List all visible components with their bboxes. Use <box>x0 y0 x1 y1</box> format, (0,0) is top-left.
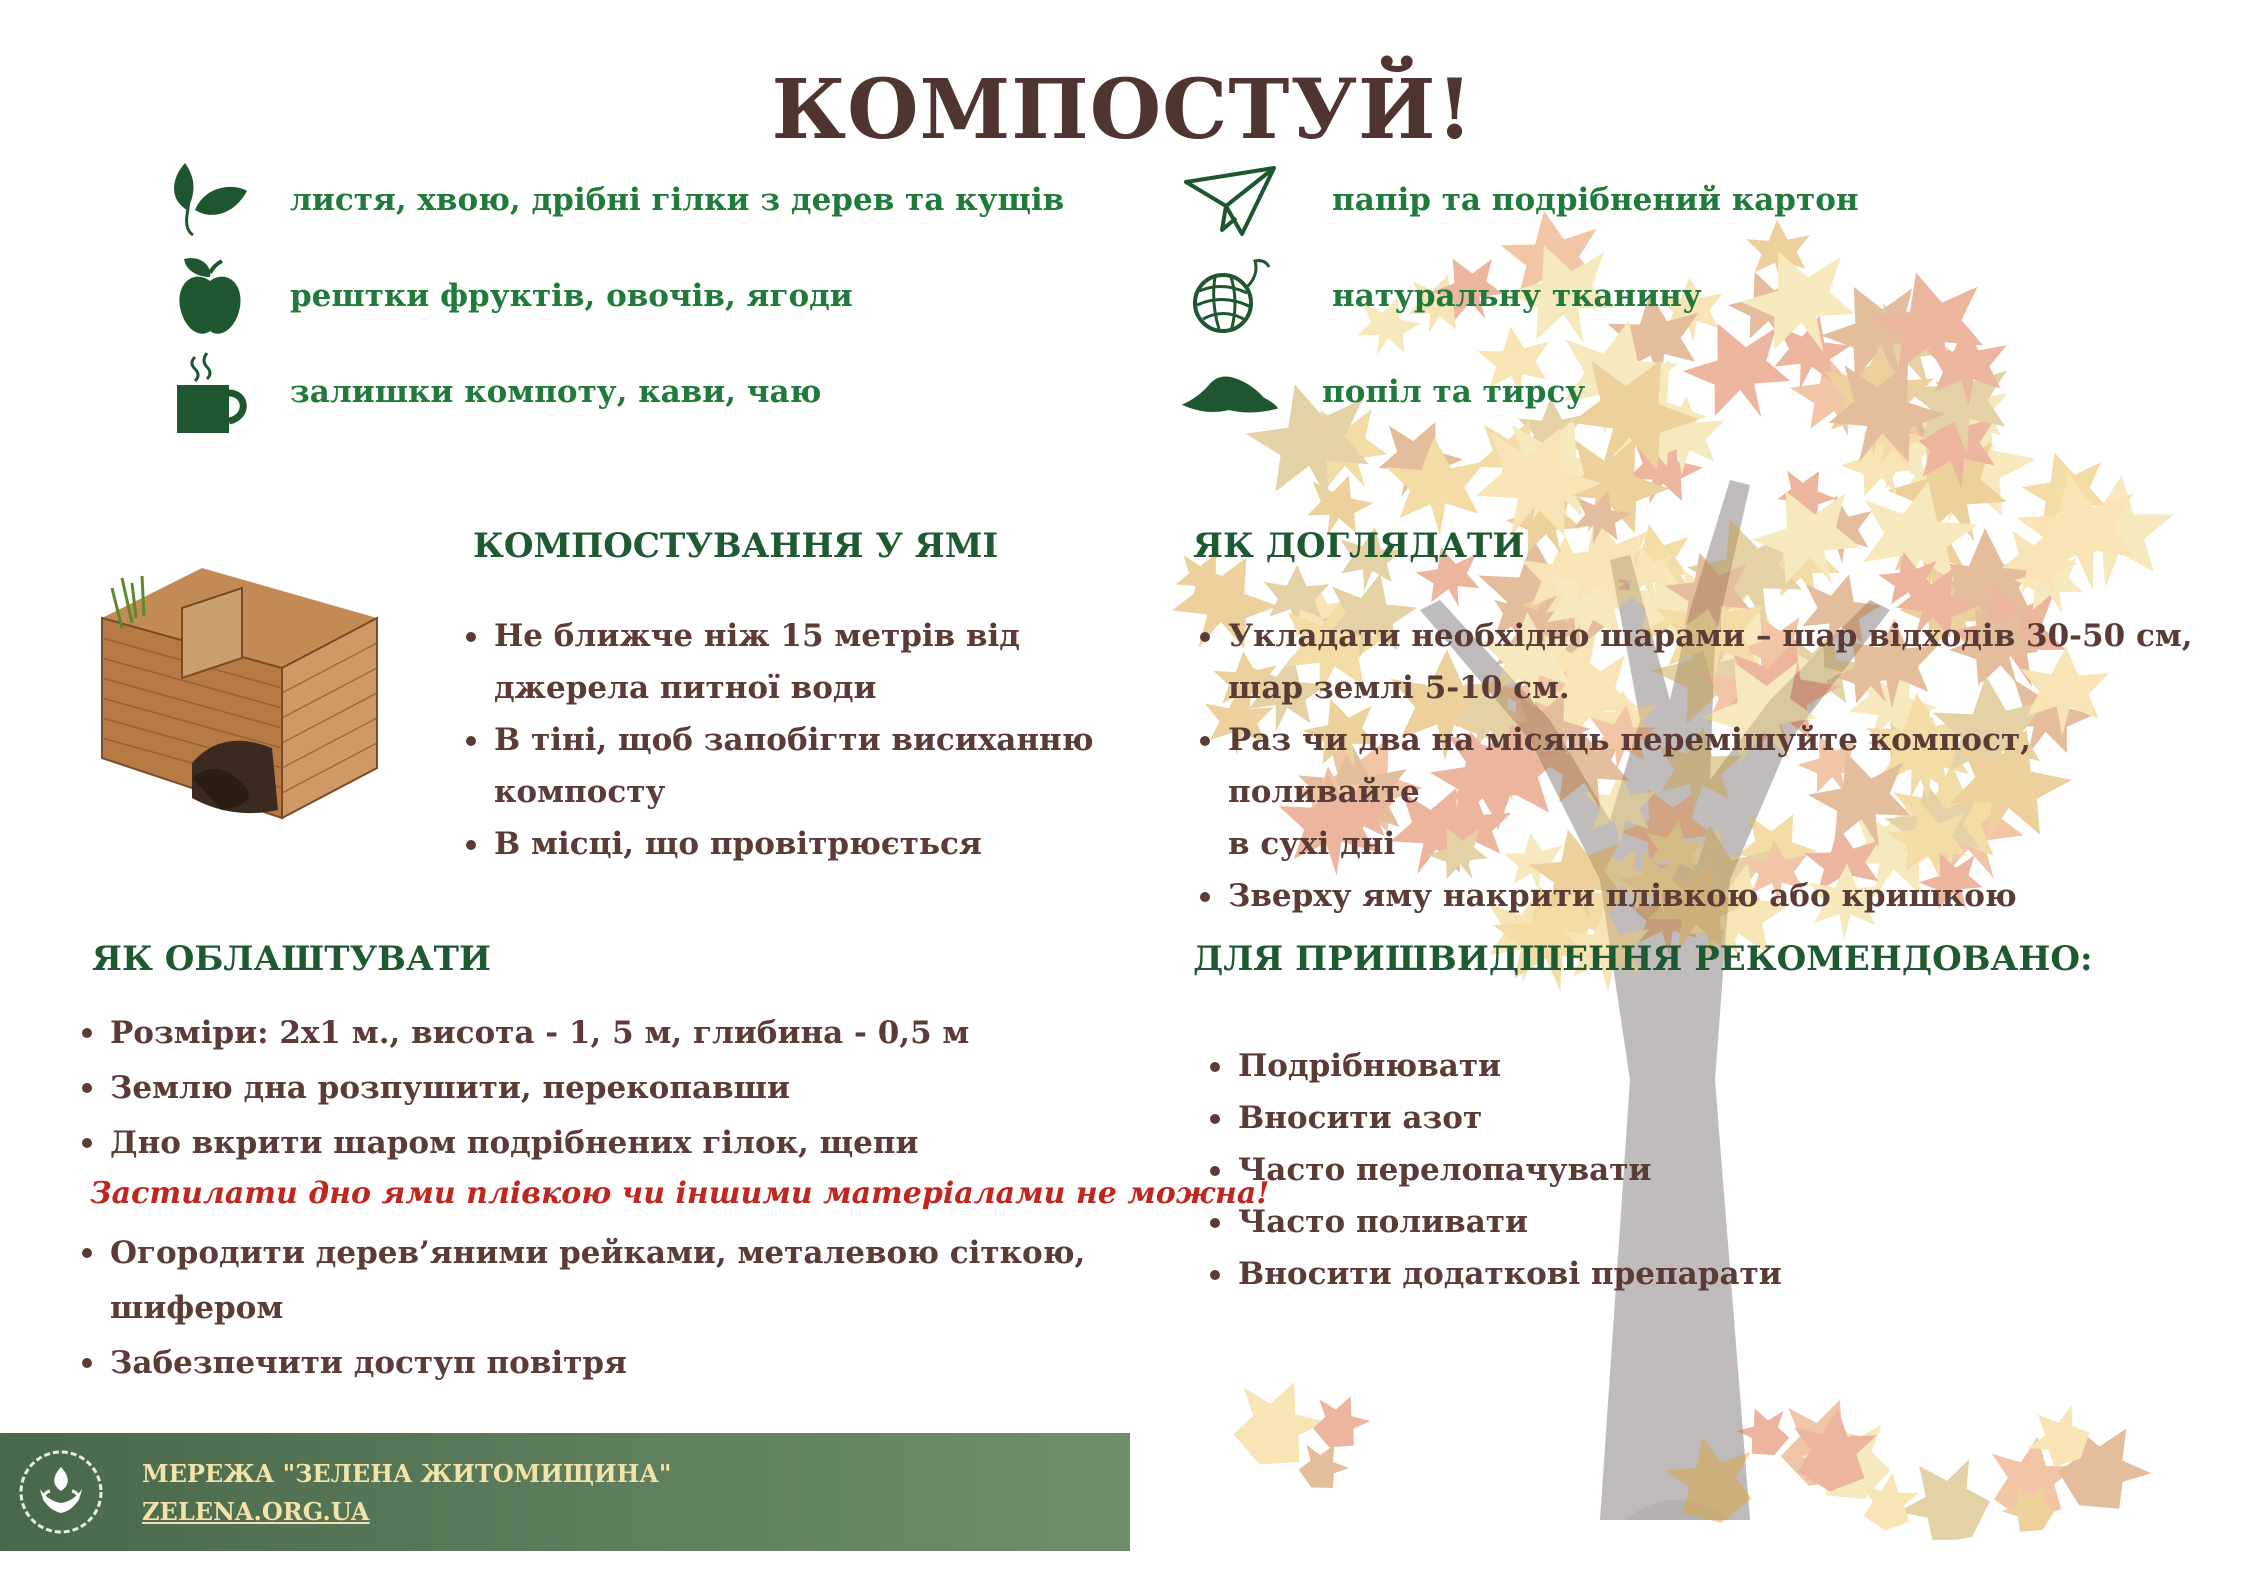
material-item <box>1180 347 1859 437</box>
mug-icon <box>160 347 260 437</box>
list-item: Зверху яму накрити плівкою або кришкою <box>1228 870 2228 922</box>
list-item: В тіні, щоб запобігти висиханню компосту <box>494 714 1114 818</box>
list-item: Не ближче ніж 15 метрів від джерела питної води <box>494 610 1114 714</box>
materials-right-list <box>1180 155 1859 437</box>
yarn-ball-icon <box>1180 251 1280 341</box>
list-item: Раз чи два на місяць перемішуйте компост, поливайте в сухі дні <box>1228 714 2228 870</box>
paper-plane-icon <box>1180 155 1280 245</box>
speed-list <box>1238 1040 2038 1300</box>
ash-pile-icon <box>1180 347 1280 437</box>
list-item: Вносити додаткові препарати <box>1238 1248 2038 1300</box>
care-list <box>1228 610 2228 922</box>
list-item: Укладати необхідно шарами – шар відходів 30-50 см, шар землі 5-10 см. <box>1228 610 2228 714</box>
list-item: Огородити дерев’яними рейками, металевою сіткою, шифером <box>110 1226 1130 1336</box>
list-item: Вносити азот <box>1238 1092 2038 1144</box>
material-item <box>160 251 1064 341</box>
leaves-icon <box>160 155 260 245</box>
material-label: попіл та тирсу <box>1322 374 1586 410</box>
list-item: Дно вкрити шаром подрібнених гілок, щепи <box>110 1116 1130 1171</box>
pit-list <box>494 610 1114 870</box>
setup-heading: ЯК ОБЛАШТУВАТИ <box>92 939 492 979</box>
material-item <box>1180 251 1859 341</box>
list-item: Розміри: 2х1 м., висота - 1, 5 м, глибина - 0,5 м <box>110 1006 1130 1061</box>
organization-logo-icon <box>14 1445 108 1539</box>
list-item: Забезпечити доступ повітря <box>110 1336 1130 1391</box>
care-heading: ЯК ДОГЛЯДАТИ <box>1193 526 1525 566</box>
list-item: В місці, що провітрюється <box>494 818 1114 870</box>
speed-heading: ДЛЯ ПРИШВИДШЕННЯ РЕКОМЕНДОВАНО: <box>1193 939 2093 979</box>
list-item: Землю дна розпушити, перекопавши <box>110 1061 1130 1116</box>
apple-icon <box>160 251 260 341</box>
material-label: натуральну тканину <box>1332 278 1702 314</box>
footer-website-link[interactable]: ZELENA.ORG.UA <box>142 1497 370 1526</box>
material-label: залишки компоту, кави, чаю <box>290 374 822 410</box>
materials-left-list <box>160 155 1064 437</box>
material-item <box>160 155 1064 245</box>
material-item <box>1180 155 1859 245</box>
material-label: рештки фруктів, овочів, ягоди <box>290 278 853 314</box>
list-item: Часто перелопачувати <box>1238 1144 2038 1196</box>
compost-box-illustration <box>92 548 392 838</box>
material-item <box>160 347 1064 437</box>
pit-heading: КОМПОСТУВАННЯ У ЯМІ <box>473 526 999 566</box>
footer-banner <box>0 1433 1130 1551</box>
material-label: папір та подрібнений картон <box>1332 182 1859 218</box>
footer-org-name: МЕРЕЖА "ЗЕЛЕНА ЖИТОМИЩИНА" <box>142 1459 672 1488</box>
setup-list <box>110 1006 1130 1171</box>
list-item: Часто поливати <box>1238 1196 2038 1248</box>
page-title: КОМПОСТУЙ! <box>771 62 1474 158</box>
fallen-leaf <box>1884 1439 2008 1540</box>
warning-text: Застилати дно ями плівкою чи іншими матеріалами не можна! <box>90 1176 1270 1211</box>
setup-list-continued <box>110 1226 1130 1391</box>
material-label: листя, хвою, дрібні гілки з дерев та кущів <box>290 182 1065 218</box>
list-item: Подрібнювати <box>1238 1040 2038 1092</box>
